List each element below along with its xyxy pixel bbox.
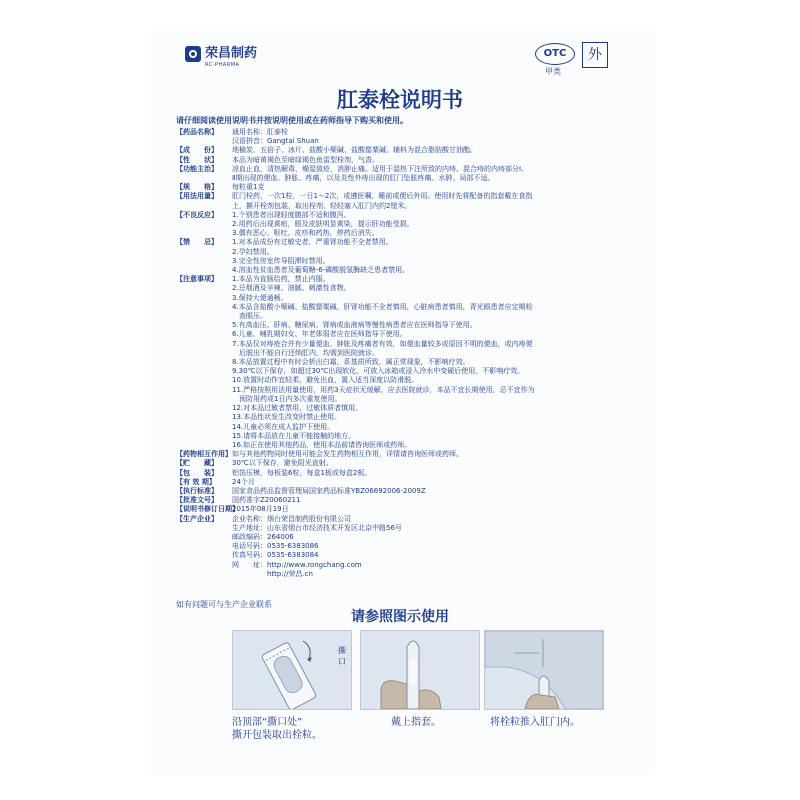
step-3-illustration xyxy=(484,630,604,710)
document-title: 肛泰栓说明书 xyxy=(337,88,463,112)
section-row xyxy=(176,146,632,155)
section-row xyxy=(176,156,632,165)
section-line: 汉语拼音：Gangtai Shuan xyxy=(232,137,319,146)
section-line: 每粒重1克 xyxy=(232,183,265,192)
section-row xyxy=(176,515,632,579)
tear-point-label: 撕口 xyxy=(338,646,346,666)
section-line: 12.对本品过敏者禁用，过敏体质者慎用。 xyxy=(232,404,363,413)
brand-logo xyxy=(185,46,257,62)
section-label: 【生产企业】 xyxy=(176,514,218,523)
section-line: 如与其他药物同时使用可能会发生药物相互作用，详情请咨询医师或药师。 xyxy=(232,450,463,459)
section-line: http://荣昌.cn xyxy=(232,569,313,578)
section-row xyxy=(176,165,632,183)
section-row xyxy=(176,459,632,468)
section-line: 5.有高血压、肝病、糖尿病、肾病或血液病等慢性病患者应在医师指导下使用。 xyxy=(232,321,477,330)
package-illustration xyxy=(233,631,351,709)
section-line: 14.儿童必须在成人监护下使用。 xyxy=(232,422,335,431)
section-row xyxy=(176,275,632,450)
section-label: 【不良反应】 xyxy=(176,210,218,219)
section-row xyxy=(176,496,632,505)
section-body xyxy=(232,183,632,192)
section-body xyxy=(232,487,632,496)
section-line: 1.个别患者出现轻度腹部不适和腹泻。 xyxy=(232,210,351,219)
brand-name: 荣昌制药 xyxy=(205,46,258,61)
section-label: 【执行标准】 xyxy=(176,486,218,495)
section-label: 【药物相互作用】 xyxy=(176,450,232,459)
section-line: 通用名称：肛泰栓 xyxy=(232,128,288,136)
section-label: 【包 装】 xyxy=(176,468,218,477)
section-body xyxy=(232,505,632,514)
section-label: 【药品名称】 xyxy=(176,128,218,136)
section-line: 4.本品含盐酸小檗碱、盐酸罂粟碱，肝肾功能不全者慎用，心脏病患者慎用，青光眼患者应定期检 xyxy=(232,302,533,311)
section-line: 16.如正在使用其他药品，使用本品前请咨询医师或药师。 xyxy=(232,440,412,449)
section-row xyxy=(176,487,632,496)
section-line: 3.完全性房室传导阻滞时禁用。 xyxy=(232,256,330,265)
section-line: 1.本品为直肠给药，禁止内服。 xyxy=(232,275,330,284)
section-body xyxy=(232,459,632,468)
section-line: 13.本品性状发生改变时禁止使用。 xyxy=(232,413,342,422)
otc-classification: 甲类 xyxy=(545,67,561,76)
section-body xyxy=(232,496,632,505)
section-row xyxy=(176,183,632,192)
section-body xyxy=(232,515,632,579)
section-line: 地榆炭、五倍子、冰片、盐酸小檗碱、盐酸罂粟碱。辅料为混合脂肪酸甘油酯。 xyxy=(232,146,477,155)
section-body xyxy=(232,238,632,275)
leaflet-sections xyxy=(176,128,632,579)
section-body xyxy=(232,128,632,146)
section-row xyxy=(176,450,632,459)
finger-cot-illustration xyxy=(361,631,479,709)
section-line: 电话号码：0535-6383086 xyxy=(232,542,319,551)
section-line: 国家食品药品监督管理局国家药品标准YBZ06692006-2009Z xyxy=(232,486,426,495)
section-line: 8.本品放置过程中有时会析出白霜，系基质所致，属正常现象，不影响疗效。 xyxy=(232,358,470,367)
section-body xyxy=(232,450,632,459)
section-line: 3.保持大便通畅。 xyxy=(232,293,288,302)
section-line: 企业名称：烟台荣昌制药股份有限公司 xyxy=(232,514,351,523)
section-line: 10.放置时动作宜轻柔，避免出血，置入适当深度以防滑脱。 xyxy=(232,376,419,385)
section-line: 后脱出不能自行还纳肛内，均需到医院就诊。 xyxy=(232,348,379,357)
section-line: 本品为暗黄褐色至暗绿褐色鱼雷型栓剂，气香。 xyxy=(232,155,379,164)
section-line: 生产地址：山东省烟台市经济技术开发区北京中路56号 xyxy=(232,523,402,532)
contact-note: 如有问题可与生产企业联系 xyxy=(176,600,272,609)
section-body xyxy=(232,156,632,165)
section-line: 国药准字Z20060211 xyxy=(232,496,301,505)
section-row xyxy=(176,128,632,146)
section-line: 11.严格按照用法用量使用，用药3天症状无缓解，应去医院就诊，本品不宜长期使用，忌不宜作为 xyxy=(232,385,535,394)
section-body xyxy=(232,275,632,450)
section-row xyxy=(176,478,632,487)
section-line: 1.对本品成份有过敏史者，严重肾功能不全者禁用。 xyxy=(232,238,393,247)
section-line: 2.忌烟酒及辛辣、油腻、刺激性食物。 xyxy=(232,284,351,293)
section-label: 【性 状】 xyxy=(176,155,218,164)
section-label: 【成 份】 xyxy=(176,146,218,155)
section-row xyxy=(176,238,632,275)
section-line: 上，撕开栓剂包装，取出栓剂，轻轻塞入肛门内约2厘米。 xyxy=(232,201,412,210)
section-line: 肛门栓药，一次1粒，一日1～2次，或遵医嘱，睡前或便后外用。使用时先将配备的指套戴在食指 xyxy=(232,192,533,201)
section-line: 9.30℃以下保存，如超过30℃出现软化，可放入冰箱或浸入冷水中变硬后使用，不影响疗效。 xyxy=(232,367,525,376)
section-line: 15.请将本品放在儿童不能接触的地方。 xyxy=(232,431,356,440)
section-body xyxy=(232,192,632,210)
section-line: 6.儿童、哺乳期妇女、年老体弱者应在医师指导下使用。 xyxy=(232,330,407,339)
section-line: 2.用药后出现黄疸，眼及皮肤明显黄染，提示肝功能受损。 xyxy=(232,220,414,229)
section-label: 【注意事项】 xyxy=(176,275,218,284)
section-line: 24个月 xyxy=(232,477,255,486)
step-1-caption-line-2: 撕开包装取出栓粒。 xyxy=(232,730,322,741)
step-2-caption: 戴上指套。 xyxy=(391,717,441,728)
section-line: 2.孕妇禁用。 xyxy=(232,247,274,256)
section-row xyxy=(176,505,632,514)
section-row xyxy=(176,211,632,239)
section-label: 【有 效 期】 xyxy=(176,477,216,486)
section-body xyxy=(232,165,632,183)
section-line: 7.本品仅对痔疮合并有少量便血、肿胀及疼痛者有效，如便血量较多或原因不明的便血，或内痔便 xyxy=(232,339,533,348)
step-1-illustration xyxy=(232,630,352,710)
section-line: 预防用药或1日内多次重复使用。 xyxy=(232,394,342,403)
section-line: 铝箔压模，每板装6粒，每盒1板或每盒2板。 xyxy=(232,468,372,477)
insertion-illustration xyxy=(485,631,603,709)
section-label: 【功能主治】 xyxy=(176,164,218,173)
external-use-badge: 外 xyxy=(582,42,608,68)
section-line: 邮政编码：264006 xyxy=(232,532,294,541)
section-line: 3.偶有恶心、呕吐、皮疹和药热，停药后消失。 xyxy=(232,229,379,238)
step-1-caption-line-1: 沿顶部“撕口处” xyxy=(232,717,303,728)
section-label: 【说明书修订日期】 xyxy=(176,505,239,514)
section-line: 4.溶血性贫血患者及葡萄糖-6-磷酸脱氢酶缺乏患者禁用。 xyxy=(232,266,410,275)
section-line: 30℃以下保存，避免阳光直射。 xyxy=(232,459,333,468)
brand-name-en: RC-PHARMA xyxy=(205,62,240,68)
brand-mark-icon xyxy=(185,46,201,62)
section-line: 凉血止血，清热解毒，燥湿敛疮，消肿止痛。适用于湿热下注所致的内痔、混合痔的内痔部分Ⅰ、 xyxy=(232,164,529,173)
section-body xyxy=(232,211,632,239)
section-label: 【批准文号】 xyxy=(176,496,218,505)
section-label: 【规 格】 xyxy=(176,183,218,192)
section-body xyxy=(232,478,632,487)
section-label: 【用法用量】 xyxy=(176,192,218,201)
section-row xyxy=(176,192,632,210)
otc-badge: OTC xyxy=(535,43,575,65)
figure-title: 请参照图示使用 xyxy=(351,609,449,625)
section-label: 【贮 藏】 xyxy=(176,459,218,468)
section-body xyxy=(232,469,632,478)
section-line: Ⅱ期出现的便血、肿胀、疼痛，以及炎性外痔出现的肛门坠胀疼痛、水肿、局部不适。 xyxy=(232,174,495,183)
step-3-caption: 将栓粒推入肛门内。 xyxy=(490,717,580,728)
section-line: 传真号码：0535-6383084 xyxy=(232,551,319,560)
section-label: 【禁 忌】 xyxy=(176,238,218,247)
section-line: 2015年08月19日 xyxy=(232,505,289,514)
usage-notice: 请仔细阅读使用说明书并按说明使用或在药师指导下购买和使用。 xyxy=(176,116,408,125)
section-line: 查眼压。 xyxy=(232,312,267,321)
step-2-illustration xyxy=(360,630,480,710)
section-row xyxy=(176,469,632,478)
section-body xyxy=(232,146,632,155)
section-line: 网 址：http://www.rongchang.com xyxy=(232,560,362,569)
